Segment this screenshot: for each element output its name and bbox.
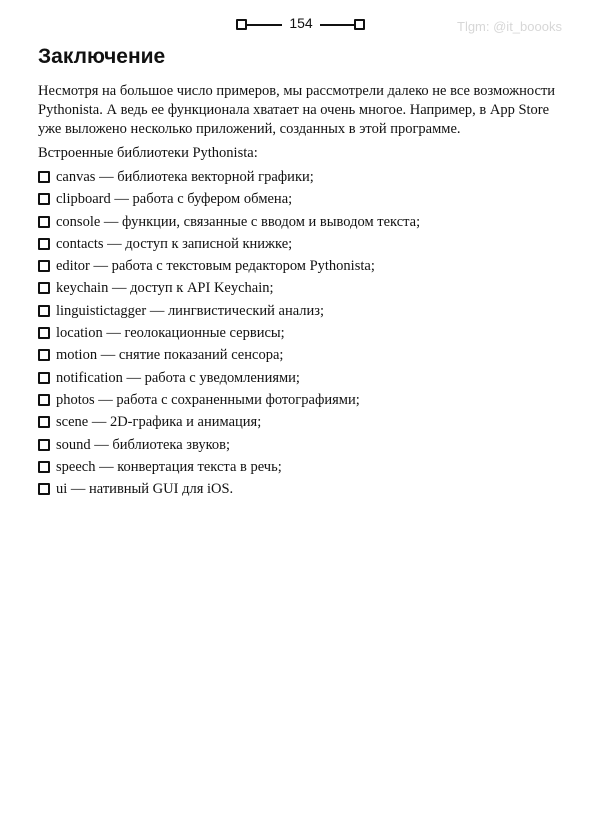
list-item-text: keychain — доступ к API Keychain; (56, 280, 274, 297)
list-item-editor (38, 255, 568, 277)
square-bullet-icon (38, 483, 50, 495)
list-item-text: speech — конвертация текста в речь; (56, 458, 282, 475)
list-item-text: location — геолокационные сервисы; (56, 325, 285, 342)
folio-left-square-icon (236, 19, 247, 30)
square-bullet-icon (38, 238, 50, 250)
square-bullet-icon (38, 216, 50, 228)
list-item-linguistictagger (38, 300, 568, 322)
list-item-scene (38, 411, 568, 433)
square-bullet-icon (38, 461, 50, 473)
list-item-text: photos — работа с сохраненными фотографиями; (56, 391, 360, 408)
list-item-photos (38, 389, 568, 411)
list-item-text: clipboard — работа с буфером обмена; (56, 191, 293, 208)
square-bullet-icon (38, 171, 50, 183)
list-item-text: notification — работа с уведомлениями; (56, 369, 300, 386)
list-item-ui (38, 478, 568, 500)
section-title: Заключение (38, 45, 166, 68)
folio-right-square-icon (354, 19, 365, 30)
list-item-text: sound — библиотека звуков; (56, 436, 231, 453)
list-item-text: console — функции, связанные с вводом и выводом текста; (56, 213, 421, 230)
list-item-clipboard (38, 188, 568, 210)
list-item-contacts (38, 233, 568, 255)
square-bullet-icon (38, 282, 50, 294)
square-bullet-icon (38, 193, 50, 205)
list-item-console (38, 211, 568, 233)
list-item-speech (38, 456, 568, 478)
list-item-location (38, 322, 568, 344)
list-item-canvas (38, 166, 568, 188)
square-bullet-icon (38, 394, 50, 406)
square-bullet-icon (38, 260, 50, 272)
square-bullet-icon (38, 327, 50, 339)
page-content (38, 44, 568, 500)
list-item-text: scene — 2D-графика и анимация; (56, 414, 262, 431)
square-bullet-icon (38, 439, 50, 451)
list-item-notification (38, 367, 568, 389)
square-bullet-icon (38, 305, 50, 317)
folio-right-rule (320, 24, 354, 26)
library-list (38, 166, 568, 500)
square-bullet-icon (38, 416, 50, 428)
square-bullet-icon (38, 372, 50, 384)
list-item-text: contacts — доступ к записной книжке; (56, 235, 293, 252)
list-item-motion (38, 344, 568, 366)
page-header (0, 12, 600, 36)
list-item-text: editor — работа с текстовым редактором Pythonista; (56, 258, 375, 275)
page-number: 154 (289, 15, 313, 31)
list-item-keychain (38, 277, 568, 299)
list-item-text: motion — снятие показаний сенсора; (56, 347, 284, 364)
library-list-heading: Встроенные библиотеки Pythonista: (38, 145, 258, 161)
list-item-sound (38, 434, 568, 456)
folio-left-rule (247, 24, 282, 26)
list-item-text: linguistictagger — лингвистический анализ; (56, 302, 325, 319)
list-item-text: ui — нативный GUI для iOS. (56, 481, 234, 498)
square-bullet-icon (38, 349, 50, 361)
list-item-text: canvas — библиотека векторной графики; (56, 169, 314, 185)
page-folio (236, 17, 364, 33)
intro-paragraph: Несмотря на большое число примеров, мы рассмотрели далеко не все возможности Pythonista. А ведь ее функционала хватает на очень многое. Например, в App Store уже выложено несколько приложений, созданных в этой программе. (38, 83, 556, 137)
watermark: Tlgm: @it_boooks (457, 19, 562, 34)
